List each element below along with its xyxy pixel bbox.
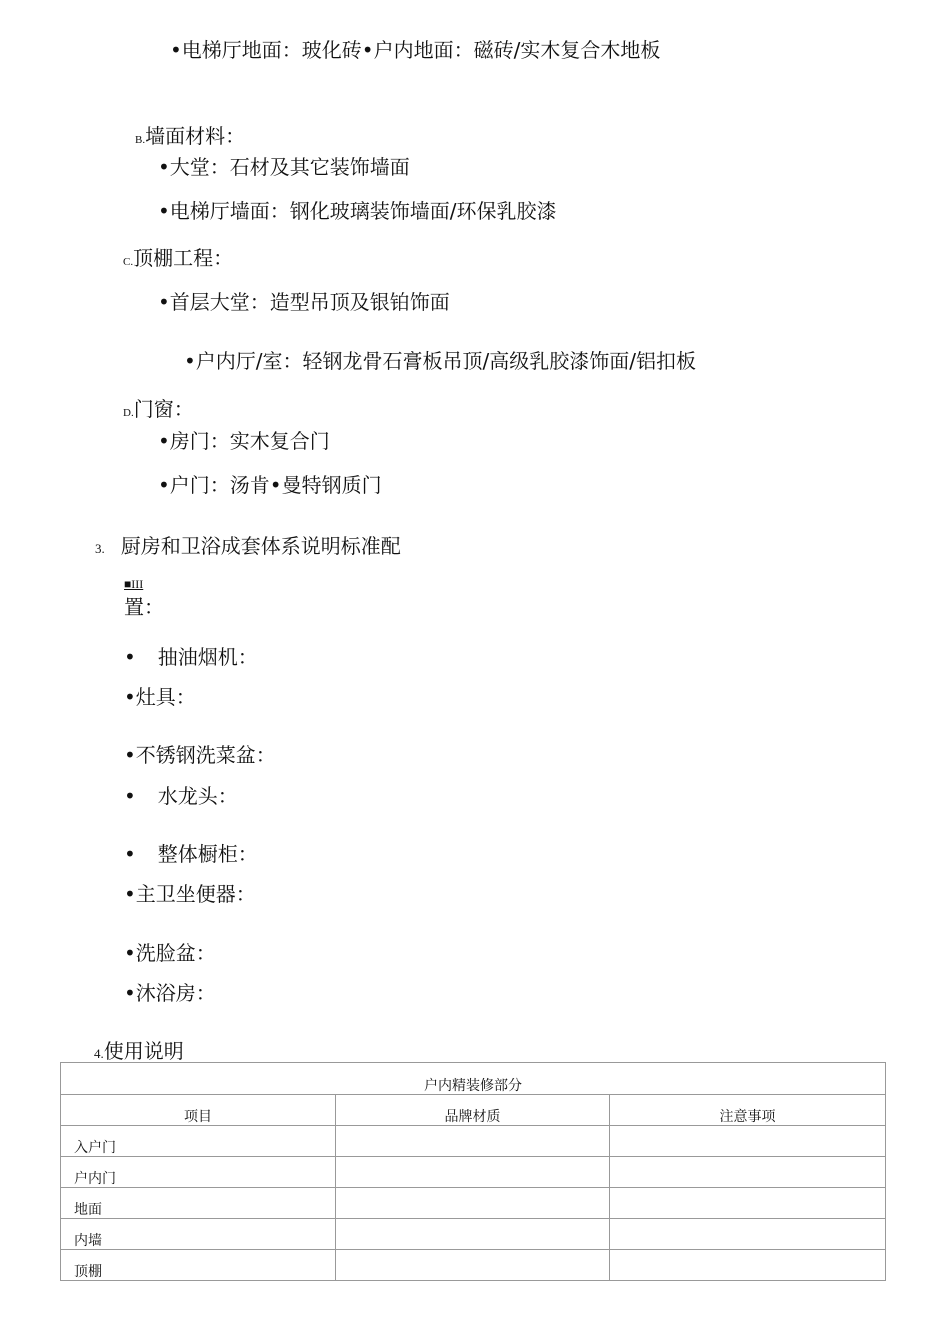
- item-toilet: •主卫坐便器：: [124, 882, 256, 906]
- line-lobby-ceiling: •首层大堂：造型吊顶及银铂饰面: [158, 290, 450, 314]
- item-faucet-label: 水龙头：: [157, 784, 238, 808]
- table-caption: 户内精装修部分: [61, 1063, 886, 1095]
- decoration-table: [60, 1062, 886, 1281]
- line-room-door: •房门：实木复合门: [158, 429, 330, 453]
- item-stove: •灶具：: [124, 685, 196, 709]
- table-cell: [610, 1188, 886, 1219]
- table-row: [61, 1188, 886, 1219]
- section-3-marker: 3.: [95, 541, 105, 556]
- line-entry-door: •户门：汤肯•曼特钢质门: [158, 473, 382, 497]
- section-3-continuation: 置：: [124, 595, 164, 619]
- table-header-row: [61, 1095, 886, 1126]
- table-cell: [336, 1250, 610, 1281]
- table-cell: 入户门: [61, 1126, 336, 1157]
- item-range-hood: [124, 644, 258, 670]
- line-elevator-floor: •电梯厅地面：玻化砖•户内地面：磁砖/实木复合木地板: [170, 38, 661, 62]
- table-row: [61, 1219, 886, 1250]
- section-3-small-mark: ■III: [124, 577, 144, 591]
- table-cell: [336, 1219, 610, 1250]
- bullet: •: [124, 784, 136, 808]
- section-4-marker: 4.: [94, 1046, 104, 1061]
- section-b-marker: B.: [135, 134, 146, 146]
- line-room-ceiling: •户内厅/室：轻钢龙骨石膏板吊顶/高级乳胶漆饰面/铝扣板: [184, 349, 697, 373]
- item-range-hood-label: 抽油烟机：: [157, 645, 258, 669]
- line-elevator-wall: •电梯厅墙面：钢化玻璃装饰墙面/环保乳胶漆: [158, 199, 557, 223]
- section-c-marker: C.: [123, 256, 134, 268]
- section-d-title: 门窗：: [133, 397, 194, 421]
- item-faucet: [124, 783, 238, 809]
- line-lobby-wall: •大堂：石材及其它装饰墙面: [158, 155, 410, 179]
- bullet: •: [124, 842, 136, 866]
- header-brand: 品牌材质: [336, 1095, 610, 1126]
- table-cell: 内墙: [61, 1219, 336, 1250]
- table-cell: [336, 1126, 610, 1157]
- item-cabinet-label: 整体橱柜：: [157, 842, 258, 866]
- table-cell: 地面: [61, 1188, 336, 1219]
- item-shower: •沐浴房：: [124, 981, 216, 1005]
- table-cell: [610, 1219, 886, 1250]
- table-cell: [610, 1157, 886, 1188]
- table-cell: [336, 1188, 610, 1219]
- section-c-heading: [123, 245, 233, 275]
- section-3-title: 厨房和卫浴成套体系说明标准配: [120, 534, 401, 558]
- table-cell: 顶棚: [61, 1250, 336, 1281]
- table-cell: [610, 1250, 886, 1281]
- section-d-marker: D.: [123, 407, 134, 419]
- section-d-heading: [123, 396, 194, 426]
- header-notes: 注意事项: [610, 1095, 886, 1126]
- section-3-heading: [95, 533, 401, 562]
- bullet: •: [124, 645, 136, 669]
- item-cabinet: [124, 841, 258, 867]
- section-c-title: 顶棚工程：: [133, 246, 234, 270]
- section-b-heading: [135, 123, 245, 153]
- table-row: [61, 1157, 886, 1188]
- table-cell: [610, 1126, 886, 1157]
- section-4-title: 使用说明: [103, 1039, 184, 1063]
- header-item: 项目: [61, 1095, 336, 1126]
- item-sink: •不锈钢洗菜盆：: [124, 743, 276, 767]
- table-cell: 户内门: [61, 1157, 336, 1188]
- table-row: [61, 1250, 886, 1281]
- table-caption-row: [61, 1063, 886, 1095]
- item-washbasin: •洗脸盆：: [124, 941, 216, 965]
- section-b-title: 墙面材料：: [145, 124, 246, 148]
- table-cell: [336, 1157, 610, 1188]
- table-row: [61, 1126, 886, 1157]
